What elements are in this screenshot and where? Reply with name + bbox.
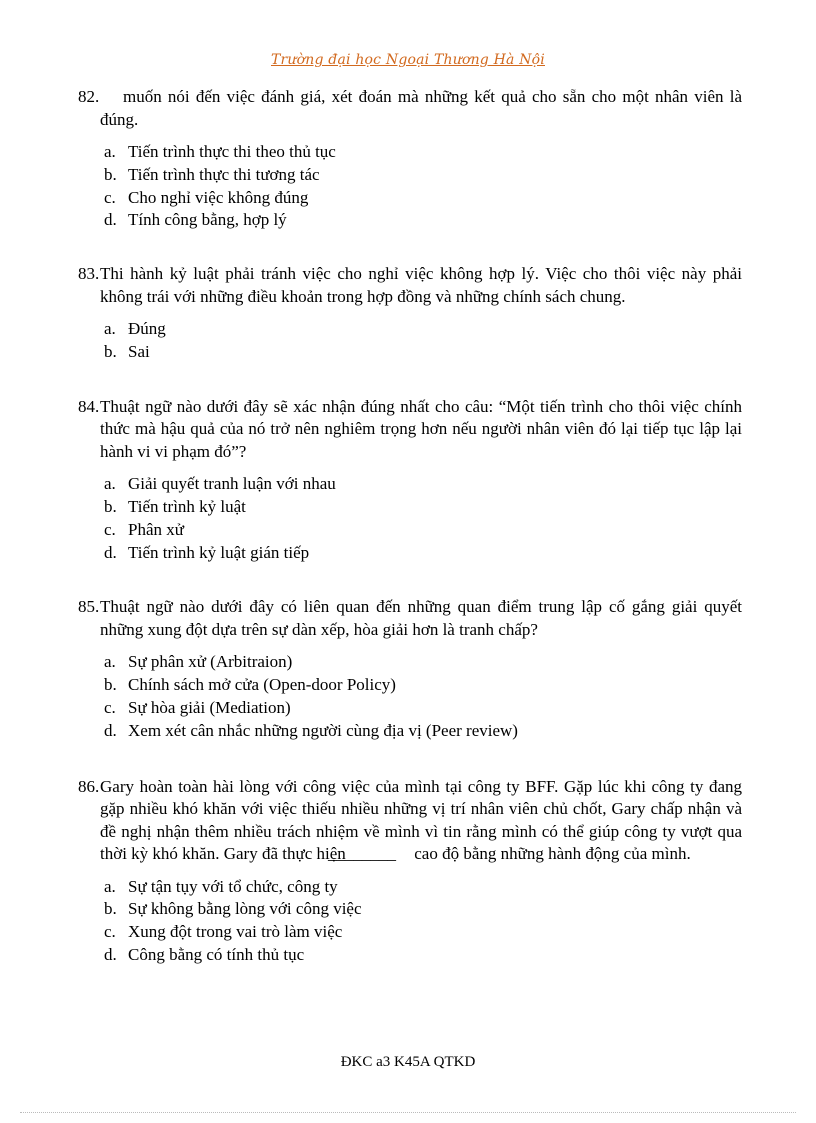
page-header: Trường đại học Ngoại Thương Hà Nội — [271, 52, 545, 68]
option-text: Sự hòa giải (Mediation) — [128, 698, 291, 718]
option-letter: b. — [104, 675, 117, 695]
answer-option — [78, 921, 742, 944]
option-text: Tiến trình kỷ luật gián tiếp — [128, 542, 310, 562]
option-letter: a. — [104, 876, 116, 896]
answer-options — [78, 318, 742, 364]
answer-option — [78, 720, 742, 743]
answer-option — [78, 542, 742, 565]
question-83 — [78, 263, 742, 364]
question-84 — [78, 396, 742, 565]
option-letter: c. — [104, 187, 116, 207]
option-text: Cho nghỉ việc không đúng — [128, 187, 309, 207]
question-body: Thuật ngữ nào dưới đây sẽ xác nhận đúng nhất cho câu: “Một tiến trình cho thôi việc chính thức mà hậu quả của nó trở nên nghiêm trọng hơn nếu người nhân viên đó lại tiếp tục lập lại hành vi vi phạm đó”? — [100, 396, 742, 461]
answer-option — [78, 651, 742, 674]
option-letter: d. — [104, 945, 117, 965]
question-text — [78, 263, 742, 308]
option-letter: d. — [104, 210, 117, 230]
option-text: Đúng — [128, 319, 166, 339]
option-letter: b. — [104, 497, 117, 517]
answer-option — [78, 898, 742, 921]
option-text: Tiến trình kỷ luật — [128, 497, 246, 517]
question-86 — [78, 776, 742, 967]
answer-option — [78, 209, 742, 232]
option-letter: b. — [104, 899, 117, 919]
question-number: 86. — [78, 776, 100, 796]
option-letter: a. — [104, 652, 116, 672]
question-body: muốn nói đến việc đánh giá, xét đoán mà những kết quả cho sẵn cho một nhân viên là đúng. — [100, 87, 742, 129]
option-letter: c. — [104, 698, 116, 718]
answer-options — [78, 141, 742, 232]
question-number: 84. — [78, 396, 100, 416]
option-text: Xem xét cân nhắc những người cùng địa vị (Peer review) — [128, 720, 518, 740]
answer-option — [78, 876, 742, 899]
option-letter: d. — [104, 720, 117, 740]
option-letter: d. — [104, 542, 117, 562]
option-text: Tính công bằng, hợp lý — [128, 210, 287, 230]
question-text — [78, 396, 742, 464]
question-number: 85. — [78, 597, 100, 617]
question-number: 82. — [78, 87, 100, 106]
option-text: Tiến trình thực thi tương tác — [128, 164, 320, 184]
question-list — [78, 86, 742, 967]
option-text: Sự phân xử (Arbitraion) — [128, 652, 293, 672]
question-body-before: Gary hoàn toàn hài lòng với công việc của mình tại công ty BFF. Gặp lúc khi công ty đang gặp nhiều khó khăn với việc thiếu nhiều những vị trí nhân viên chủ chốt, Gary chấp nhận và đề nghị nhận thêm nhiều trách nhiệm về mình vì tin rằng mình có thể giúp công ty vượt qua thời kỳ khó khăn. Gary đã thực hiện — [100, 776, 742, 864]
option-letter: c. — [104, 922, 116, 942]
option-text: Phân xử — [128, 519, 184, 539]
answer-options — [78, 876, 742, 967]
fill-in-blank: ________ — [328, 844, 397, 864]
option-letter: b. — [104, 164, 117, 184]
question-number: 83. — [78, 264, 100, 284]
option-text: Giải quyết tranh luận với nhau — [128, 474, 336, 494]
option-text: Công bằng có tính thủ tục — [128, 945, 305, 965]
answer-option — [78, 496, 742, 519]
option-text: Sai — [128, 341, 150, 361]
option-text: Sự tận tụy với tổ chức, công ty — [128, 876, 338, 896]
answer-option — [78, 674, 742, 697]
question-85 — [78, 596, 742, 742]
option-text: Sự không bằng lòng với công việc — [128, 899, 362, 919]
page-footer: ĐKC a3 K45A QTKD — [340, 1054, 476, 1070]
question-body: Thuật ngữ nào dưới đây có liên quan đến những quan điểm trung lập cố gắng giải quyết những xung đột dựa trên sự dàn xếp, hòa giải hơn là tranh chấp? — [100, 597, 742, 639]
option-letter: b. — [104, 341, 117, 361]
option-letter: c. — [104, 519, 116, 539]
answer-option — [78, 141, 742, 164]
answer-options — [78, 651, 742, 742]
answer-option — [78, 318, 742, 341]
option-letter: a. — [104, 142, 116, 161]
answer-options — [78, 473, 742, 564]
question-body-after: cao độ bằng những hành động của mình. — [414, 844, 691, 864]
question-body: Thi hành kỷ luật phải tránh việc cho nghỉ việc không hợp lý. Việc cho thôi việc này phải không trái với những điều khoản trong hợp đồng và những chính sách chung. — [100, 264, 742, 306]
answer-option — [78, 473, 742, 496]
answer-option — [78, 697, 742, 720]
answer-option — [78, 164, 742, 187]
question-text — [78, 596, 742, 641]
answer-option — [78, 519, 742, 542]
option-text: Chính sách mở cửa (Open-door Policy) — [128, 675, 396, 695]
question-text — [78, 86, 742, 131]
option-letter: a. — [104, 474, 116, 494]
answer-option — [78, 187, 742, 210]
question-82 — [78, 86, 742, 232]
answer-option — [78, 944, 742, 967]
option-text: Xung đột trong vai trò làm việc — [128, 922, 343, 942]
footer-divider — [20, 1112, 796, 1113]
answer-option — [78, 341, 742, 364]
option-letter: a. — [104, 319, 116, 339]
question-text — [78, 776, 742, 866]
option-text: Tiến trình thực thi theo thủ tục — [128, 142, 336, 161]
